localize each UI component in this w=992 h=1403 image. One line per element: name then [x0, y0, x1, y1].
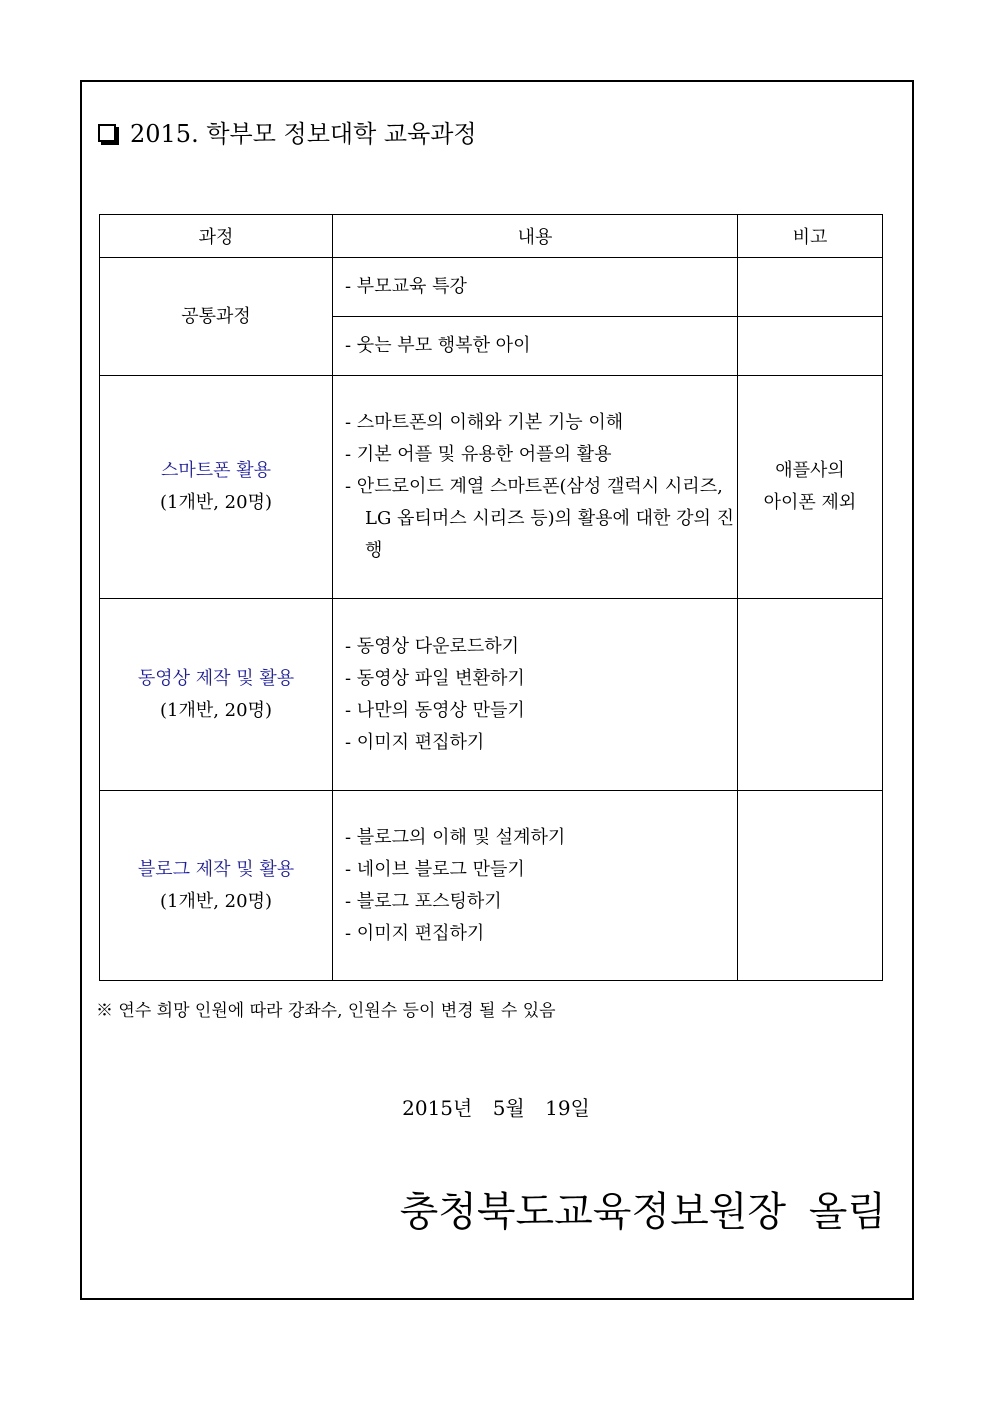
content-item: - 블로그의 이해 및 설계하기 [345, 826, 566, 848]
course-name: 블로그 제작 및 활용 [137, 858, 295, 880]
course-cell [100, 376, 333, 599]
content-item: - 부모교육 특강 [345, 276, 467, 297]
content-item: - 안드로이드 계열 스마트폰(삼성 갤럭시 시리즈, LG 옵티머스 시리즈 등)의 활용에 대한 강의 진행 [345, 476, 735, 561]
course-name: 스마트폰 활용 [160, 460, 272, 481]
footnote: ※ 연수 희망 인원에 따라 강좌수, 인원수 등이 변경 될 수 있음 [96, 1001, 556, 1021]
course-name: 동영상 제작 및 활용 [137, 667, 295, 689]
table-row [100, 258, 883, 317]
content-item: - 스마트폰의 이해와 기본 기능 이해 [345, 412, 624, 433]
content-item: - 동영상 파일 변환하기 [345, 667, 525, 689]
note-cell [738, 791, 883, 981]
content-item: - 이미지 편집하기 [345, 922, 485, 944]
content-cell [333, 791, 738, 981]
content-cell [333, 258, 738, 317]
table-row [100, 376, 883, 599]
section-heading [98, 114, 477, 149]
course-name: 공통과정 [181, 305, 251, 327]
signature: 충청북도교육정보원장 올림 [399, 1189, 886, 1235]
note-cell [738, 599, 883, 791]
content-item: - 네이브 블로그 만들기 [345, 858, 525, 880]
content-item: - 이미지 편집하기 [345, 731, 485, 753]
content-item: - 동영상 다운로드하기 [345, 635, 520, 657]
course-detail: (1개반, 20명) [159, 699, 272, 721]
content-item: - 나만의 동영상 만들기 [345, 699, 525, 721]
header-content: 내용 [333, 215, 738, 258]
note-cell [738, 376, 883, 599]
header-note: 비고 [738, 215, 883, 258]
table-row [100, 599, 883, 791]
curriculum-table [99, 214, 883, 981]
content-cell [333, 317, 738, 376]
course-detail: (1개반, 20명) [159, 890, 272, 912]
course-detail: (1개반, 20명) [159, 492, 272, 513]
table-header-row [100, 215, 883, 258]
document-date: 2015년 5월 19일 [402, 1096, 590, 1120]
checkbox-square-icon [98, 124, 116, 142]
table-row [100, 791, 883, 981]
note-cell [738, 258, 883, 317]
course-cell [100, 791, 333, 981]
content-cell [333, 599, 738, 791]
note-line: 아이폰 제외 [763, 492, 857, 513]
course-cell [100, 599, 333, 791]
content-item: - 웃는 부모 행복한 아이 [345, 335, 531, 356]
note-line: 애플사의 [775, 460, 845, 481]
course-cell [100, 258, 333, 376]
header-course: 과정 [100, 215, 333, 258]
content-item: - 기본 어플 및 유용한 어플의 활용 [345, 444, 612, 465]
heading-text: 2015. 학부모 정보대학 교육과정 [130, 120, 477, 148]
note-cell [738, 317, 883, 376]
content-item: - 블로그 포스팅하기 [345, 890, 502, 912]
content-cell [333, 376, 738, 599]
